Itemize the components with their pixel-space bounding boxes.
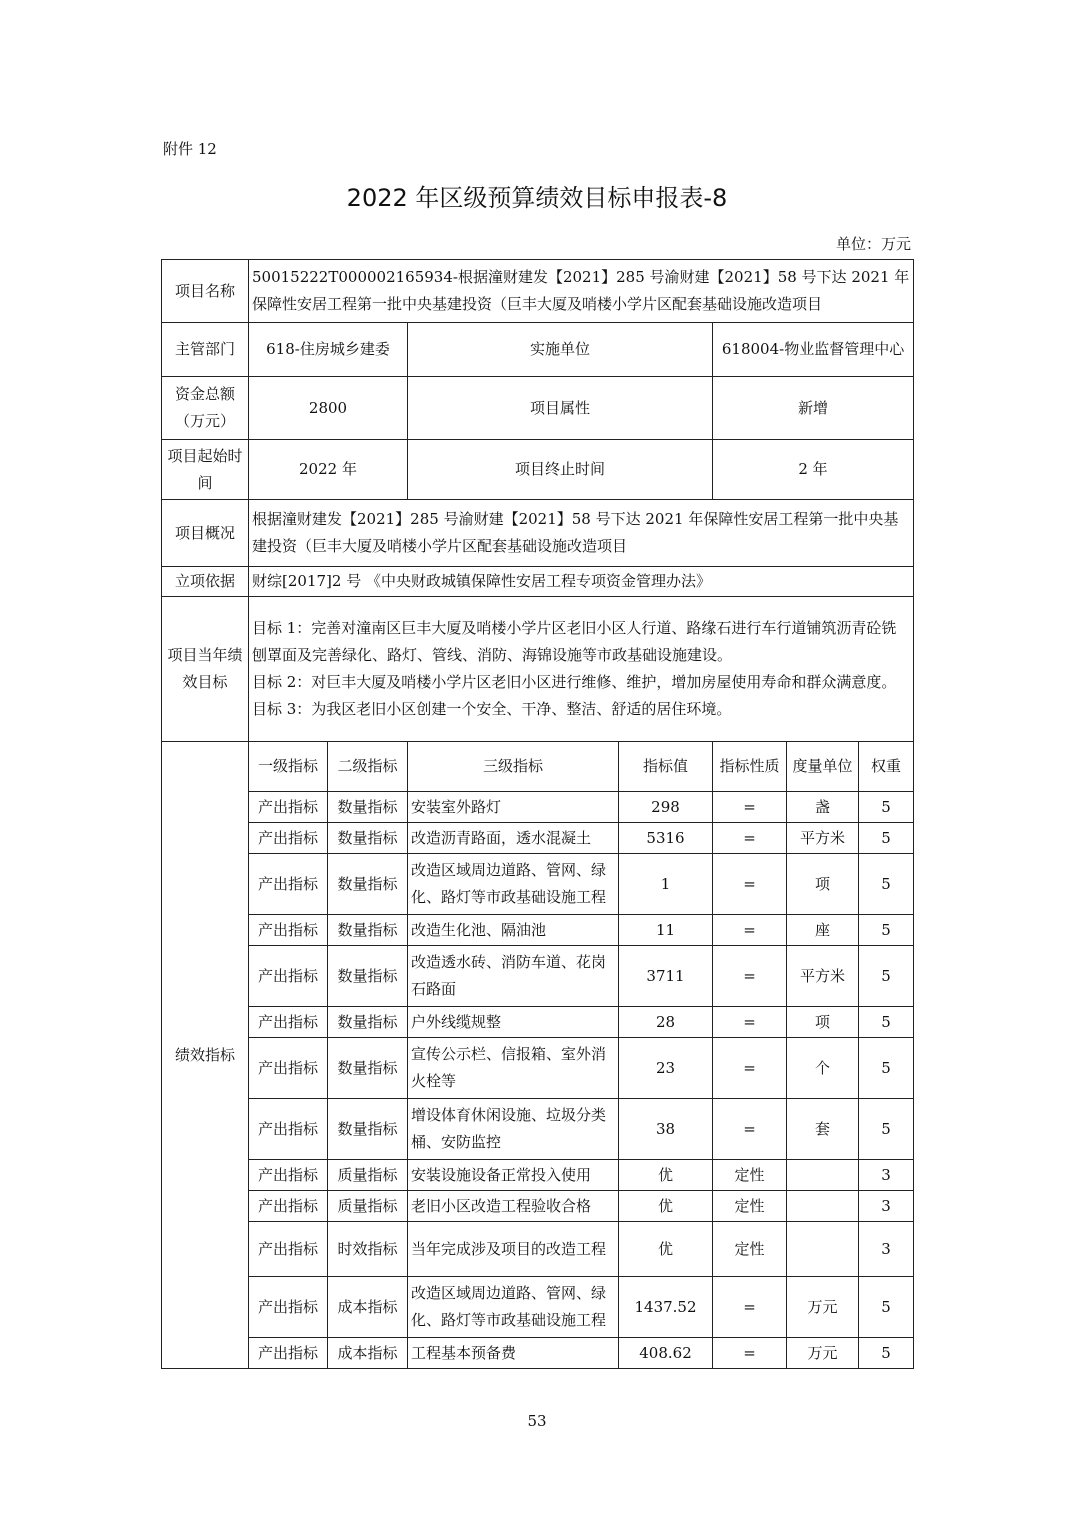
cell-level3: 改造沥青路面，透水混凝土 bbox=[408, 823, 619, 854]
start-value: 2022 年 bbox=[249, 440, 408, 500]
cell-value: 298 bbox=[619, 792, 713, 823]
cell-level3: 当年完成涉及项目的改造工程 bbox=[408, 1222, 619, 1277]
cell-level1: 产出指标 bbox=[249, 1277, 328, 1338]
cell-level2: 成本指标 bbox=[328, 1338, 408, 1369]
goal-item: 目标 1：完善对潼南区巨丰大厦及哨楼小学片区老旧小区人行道、路缘石进行车行道铺筑沥青砼铣刨罩面及完善绿化、路灯、管线、消防、海锦设施等市政基础设施建设。 bbox=[252, 619, 897, 664]
cell-weight: 5 bbox=[859, 1007, 914, 1038]
cell-level1: 产出指标 bbox=[249, 854, 328, 915]
table-row bbox=[162, 1222, 914, 1277]
cell-value: 11 bbox=[619, 915, 713, 946]
cell-level2: 数量指标 bbox=[328, 1007, 408, 1038]
cell-weight: 3 bbox=[859, 1222, 914, 1277]
cell-unit: 套 bbox=[787, 1099, 859, 1160]
cell-level2: 数量指标 bbox=[328, 915, 408, 946]
page-number: 53 bbox=[527, 1412, 547, 1430]
page-title: 2022 年区级预算绩效目标申报表-8 bbox=[346, 184, 728, 212]
cell-level2: 质量指标 bbox=[328, 1191, 408, 1222]
table-row bbox=[162, 915, 914, 946]
cell-level2: 数量指标 bbox=[328, 823, 408, 854]
cell-level2: 成本指标 bbox=[328, 1277, 408, 1338]
cell-weight: 5 bbox=[859, 1338, 914, 1369]
end-label: 项目终止时间 bbox=[408, 440, 713, 500]
cell-level3: 安装室外路灯 bbox=[408, 792, 619, 823]
start-label: 项目起始时间 bbox=[162, 440, 249, 500]
header-level1: 一级指标 bbox=[249, 742, 328, 792]
cell-level1: 产出指标 bbox=[249, 823, 328, 854]
fund-value: 2800 bbox=[249, 377, 408, 440]
goal-item: 目标 3：为我区老旧小区创建一个安全、干净、整洁、舒适的居住环境。 bbox=[252, 700, 732, 718]
table-row bbox=[162, 946, 914, 1007]
cell-unit: 平方米 bbox=[787, 946, 859, 1007]
cell-unit bbox=[787, 1222, 859, 1277]
cell-nature: = bbox=[713, 1338, 787, 1369]
table-row bbox=[162, 792, 914, 823]
cell-level3: 改造区域周边道路、管网、绿化、路灯等市政基础设施工程 bbox=[408, 1277, 619, 1338]
basis-label: 立项依据 bbox=[162, 567, 249, 597]
cell-value: 优 bbox=[619, 1222, 713, 1277]
cell-level2: 数量指标 bbox=[328, 792, 408, 823]
table-row bbox=[162, 1099, 914, 1160]
cell-level1: 产出指标 bbox=[249, 1099, 328, 1160]
cell-unit: 个 bbox=[787, 1038, 859, 1099]
table-row bbox=[162, 1191, 914, 1222]
table-row bbox=[162, 823, 914, 854]
cell-weight: 5 bbox=[859, 854, 914, 915]
table-row bbox=[162, 1277, 914, 1338]
cell-value: 23 bbox=[619, 1038, 713, 1099]
header-value: 指标值 bbox=[619, 742, 713, 792]
cell-level3: 改造透水砖、消防车道、花岗石路面 bbox=[408, 946, 619, 1007]
cell-weight: 5 bbox=[859, 946, 914, 1007]
table-row bbox=[162, 1038, 914, 1099]
cell-unit: 万元 bbox=[787, 1338, 859, 1369]
project-name-label: 项目名称 bbox=[162, 260, 249, 323]
cell-level2: 数量指标 bbox=[328, 1099, 408, 1160]
cell-nature: 定性 bbox=[713, 1222, 787, 1277]
cell-unit bbox=[787, 1160, 859, 1191]
cell-value: 优 bbox=[619, 1160, 713, 1191]
attr-value: 新增 bbox=[713, 377, 914, 440]
cell-level3: 老旧小区改造工程验收合格 bbox=[408, 1191, 619, 1222]
cell-level3: 户外线缆规整 bbox=[408, 1007, 619, 1038]
cell-nature: 定性 bbox=[713, 1191, 787, 1222]
cell-unit: 平方米 bbox=[787, 823, 859, 854]
attachment-label: 附件 12 bbox=[163, 140, 217, 158]
dept-value: 618-住房城乡建委 bbox=[249, 323, 408, 377]
cell-level3: 宣传公示栏、信报箱、室外消火栓等 bbox=[408, 1038, 619, 1099]
goal-list bbox=[249, 597, 914, 742]
cell-weight: 3 bbox=[859, 1160, 914, 1191]
cell-unit bbox=[787, 1191, 859, 1222]
table-row bbox=[162, 1338, 914, 1369]
basis-value: 财综[2017]2 号 《中央财政城镇保障性安居工程专项资金管理办法》 bbox=[249, 567, 914, 597]
cell-nature: = bbox=[713, 1038, 787, 1099]
indicator-section-label: 绩效指标 bbox=[162, 742, 249, 1369]
table-row bbox=[162, 1160, 914, 1191]
cell-nature: 定性 bbox=[713, 1160, 787, 1191]
cell-level1: 产出指标 bbox=[249, 1038, 328, 1099]
header-nature: 指标性质 bbox=[713, 742, 787, 792]
cell-level3: 增设体育休闲设施、垃圾分类桶、安防监控 bbox=[408, 1099, 619, 1160]
cell-level1: 产出指标 bbox=[249, 915, 328, 946]
cell-value: 38 bbox=[619, 1099, 713, 1160]
cell-weight: 5 bbox=[859, 1038, 914, 1099]
goal-label: 项目当年绩效目标 bbox=[162, 597, 249, 742]
cell-level1: 产出指标 bbox=[249, 1160, 328, 1191]
cell-nature: = bbox=[713, 1099, 787, 1160]
cell-level3: 改造区域周边道路、管网、绿化、路灯等市政基础设施工程 bbox=[408, 854, 619, 915]
overview-label: 项目概况 bbox=[162, 500, 249, 567]
cell-level1: 产出指标 bbox=[249, 792, 328, 823]
cell-level3: 工程基本预备费 bbox=[408, 1338, 619, 1369]
impl-label: 实施单位 bbox=[408, 323, 713, 377]
header-level3: 三级指标 bbox=[408, 742, 619, 792]
cell-nature: = bbox=[713, 792, 787, 823]
cell-value: 1437.52 bbox=[619, 1277, 713, 1338]
cell-level2: 时效指标 bbox=[328, 1222, 408, 1277]
impl-value: 618004-物业监督管理中心 bbox=[713, 323, 914, 377]
cell-level2: 数量指标 bbox=[328, 1038, 408, 1099]
cell-value: 408.62 bbox=[619, 1338, 713, 1369]
cell-nature: = bbox=[713, 1007, 787, 1038]
end-value: 2 年 bbox=[713, 440, 914, 500]
project-name-value: 50015222T000002165934-根据潼财建发【2021】285 号渝财建【2021】58 号下达 2021 年保障性安居工程第一批中央基建投资（巨丰大厦及哨楼小学片区配套基础设施改造项目 bbox=[249, 260, 914, 323]
cell-level2: 质量指标 bbox=[328, 1160, 408, 1191]
cell-nature: = bbox=[713, 915, 787, 946]
cell-weight: 5 bbox=[859, 1277, 914, 1338]
cell-value: 1 bbox=[619, 854, 713, 915]
budget-target-table bbox=[161, 259, 914, 1369]
cell-value: 优 bbox=[619, 1191, 713, 1222]
cell-value: 5316 bbox=[619, 823, 713, 854]
cell-level3: 改造生化池、隔油池 bbox=[408, 915, 619, 946]
table-row bbox=[162, 1007, 914, 1038]
goal-item: 目标 2：对巨丰大厦及哨楼小学片区老旧小区进行维修、维护，增加房屋使用寿命和群众满意度。 bbox=[252, 673, 897, 691]
header-unit: 度量单位 bbox=[787, 742, 859, 792]
attr-label: 项目属性 bbox=[408, 377, 713, 440]
cell-level2: 数量指标 bbox=[328, 946, 408, 1007]
cell-nature: = bbox=[713, 1277, 787, 1338]
overview-value: 根据潼财建发【2021】285 号渝财建【2021】58 号下达 2021 年保障性安居工程第一批中央基建投资（巨丰大厦及哨楼小学片区配套基础设施改造项目 bbox=[249, 500, 914, 567]
dept-label: 主管部门 bbox=[162, 323, 249, 377]
cell-level1: 产出指标 bbox=[249, 1007, 328, 1038]
cell-unit: 项 bbox=[787, 1007, 859, 1038]
cell-level2: 数量指标 bbox=[328, 854, 408, 915]
unit-label: 单位：万元 bbox=[835, 235, 911, 253]
cell-nature: = bbox=[713, 854, 787, 915]
cell-nature: = bbox=[713, 946, 787, 1007]
cell-value: 3711 bbox=[619, 946, 713, 1007]
cell-weight: 5 bbox=[859, 792, 914, 823]
cell-level3: 安装设施设备正常投入使用 bbox=[408, 1160, 619, 1191]
header-weight: 权重 bbox=[859, 742, 914, 792]
cell-weight: 5 bbox=[859, 823, 914, 854]
cell-unit: 项 bbox=[787, 854, 859, 915]
cell-level1: 产出指标 bbox=[249, 1338, 328, 1369]
cell-unit: 座 bbox=[787, 915, 859, 946]
cell-level1: 产出指标 bbox=[249, 1191, 328, 1222]
cell-level1: 产出指标 bbox=[249, 1222, 328, 1277]
header-level2: 二级指标 bbox=[328, 742, 408, 792]
fund-label: 资金总额（万元） bbox=[162, 377, 249, 440]
cell-weight: 5 bbox=[859, 1099, 914, 1160]
cell-value: 28 bbox=[619, 1007, 713, 1038]
table-row bbox=[162, 854, 914, 915]
cell-weight: 5 bbox=[859, 915, 914, 946]
cell-unit: 盏 bbox=[787, 792, 859, 823]
cell-level1: 产出指标 bbox=[249, 946, 328, 1007]
cell-nature: = bbox=[713, 823, 787, 854]
cell-weight: 3 bbox=[859, 1191, 914, 1222]
cell-unit: 万元 bbox=[787, 1277, 859, 1338]
